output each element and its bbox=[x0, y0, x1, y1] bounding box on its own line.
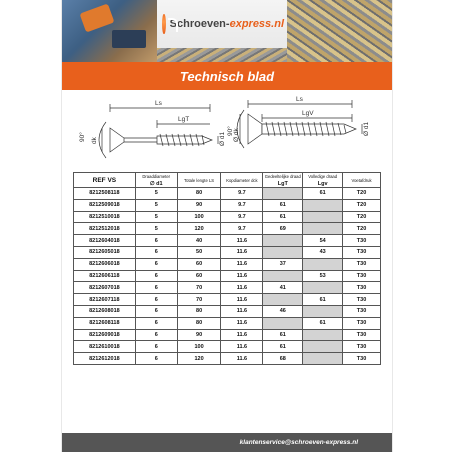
table-row bbox=[74, 341, 381, 353]
cell-ref: 8212605018 bbox=[74, 246, 136, 258]
table-row bbox=[74, 282, 381, 294]
col-header-ls: Totale lengte LS bbox=[177, 173, 221, 188]
title-banner bbox=[62, 62, 392, 90]
screws-photo-strip bbox=[157, 48, 287, 62]
cell-d1: 6 bbox=[135, 235, 177, 247]
cell-ref: 8212607018 bbox=[74, 282, 136, 294]
cell-lgt: 41 bbox=[263, 282, 303, 294]
col-header-lgv: Volledige draad Lgv bbox=[303, 173, 343, 188]
cell-dk: 9.7 bbox=[221, 223, 263, 235]
cell-ref: 8212606018 bbox=[74, 258, 136, 270]
table-row bbox=[74, 329, 381, 341]
ls-label-left: Ls bbox=[155, 100, 162, 107]
ls-label-right: Ls bbox=[296, 96, 303, 103]
cell-lgt: 61 bbox=[263, 341, 303, 353]
cell-ls: 90 bbox=[177, 329, 221, 341]
cell-lgt bbox=[263, 246, 303, 258]
cell-lgt: 37 bbox=[263, 258, 303, 270]
support-email-link[interactable]: klantenservice@schroeven-express.nl bbox=[239, 439, 358, 446]
cell-d1: 5 bbox=[135, 211, 177, 223]
col-header-drive: Voetafdruk bbox=[343, 173, 381, 188]
cell-drive: T30 bbox=[343, 258, 381, 270]
d1-label-left: Ø d1 bbox=[219, 131, 226, 146]
cell-lgt bbox=[263, 317, 303, 329]
table-row bbox=[74, 188, 381, 200]
table-row bbox=[74, 199, 381, 211]
cell-d1: 6 bbox=[135, 258, 177, 270]
cell-d1: 6 bbox=[135, 341, 177, 353]
cell-dk: 9.7 bbox=[221, 188, 263, 200]
cell-ls: 100 bbox=[177, 211, 221, 223]
cell-d1: 6 bbox=[135, 270, 177, 282]
cell-dk: 11.6 bbox=[221, 246, 263, 258]
spec-table bbox=[73, 172, 381, 365]
table-row bbox=[74, 258, 381, 270]
cell-drive: T30 bbox=[343, 341, 381, 353]
cell-lgv bbox=[303, 258, 343, 270]
cell-ls: 70 bbox=[177, 294, 221, 306]
partial-thread-screw-drawing bbox=[99, 104, 218, 158]
spec-table-body bbox=[74, 188, 381, 365]
footer-bar bbox=[62, 433, 392, 452]
cell-drive: T30 bbox=[343, 246, 381, 258]
col-header-d1: Draaddiameter ∅ d1 bbox=[135, 173, 177, 188]
cell-drive: T20 bbox=[343, 211, 381, 223]
table-row bbox=[74, 223, 381, 235]
full-thread-screw-drawing bbox=[237, 100, 362, 148]
cell-ref: 8212612018 bbox=[74, 353, 136, 365]
cell-ref: 8212610018 bbox=[74, 341, 136, 353]
cell-lgv: 43 bbox=[303, 246, 343, 258]
cell-lgv: 61 bbox=[303, 317, 343, 329]
cell-lgv bbox=[303, 282, 343, 294]
cell-d1: 6 bbox=[135, 305, 177, 317]
cell-lgt: 61 bbox=[263, 329, 303, 341]
table-row bbox=[74, 235, 381, 247]
cell-dk: 9.7 bbox=[221, 199, 263, 211]
cell-ls: 60 bbox=[177, 270, 221, 282]
cell-lgv: 53 bbox=[303, 270, 343, 282]
table-row bbox=[74, 246, 381, 258]
cell-drive: T20 bbox=[343, 188, 381, 200]
cell-drive: T30 bbox=[343, 317, 381, 329]
d1-label-right: Ø d1 bbox=[363, 121, 370, 136]
cell-d1: 6 bbox=[135, 317, 177, 329]
cell-d1: 6 bbox=[135, 282, 177, 294]
cell-ls: 80 bbox=[177, 317, 221, 329]
col-header-ref: REF VS bbox=[74, 173, 136, 188]
cell-dk: 11.6 bbox=[221, 353, 263, 365]
cell-lgt: 61 bbox=[263, 199, 303, 211]
cell-lgv bbox=[303, 341, 343, 353]
cell-dk: 11.6 bbox=[221, 282, 263, 294]
cell-dk: 11.6 bbox=[221, 305, 263, 317]
cell-lgt bbox=[263, 294, 303, 306]
cell-ls: 80 bbox=[177, 188, 221, 200]
cell-lgv bbox=[303, 211, 343, 223]
cell-lgv bbox=[303, 199, 343, 211]
cell-lgt bbox=[263, 270, 303, 282]
cell-d1: 6 bbox=[135, 246, 177, 258]
cell-ls: 100 bbox=[177, 341, 221, 353]
cell-dk: 11.6 bbox=[221, 270, 263, 282]
cell-ls: 40 bbox=[177, 235, 221, 247]
tools-photo bbox=[62, 0, 157, 62]
cell-lgt: 46 bbox=[263, 305, 303, 317]
cell-dk: 11.6 bbox=[221, 258, 263, 270]
cell-dk: 9.7 bbox=[221, 211, 263, 223]
table-row bbox=[74, 353, 381, 365]
cell-ls: 120 bbox=[177, 353, 221, 365]
cell-d1: 6 bbox=[135, 294, 177, 306]
lgv-label: LgV bbox=[302, 110, 314, 117]
cell-ls: 90 bbox=[177, 199, 221, 211]
cell-lgt bbox=[263, 188, 303, 200]
cell-ref: 8212509018 bbox=[74, 199, 136, 211]
table-row bbox=[74, 270, 381, 282]
angle-label-right: 90° bbox=[227, 126, 234, 136]
cell-d1: 5 bbox=[135, 199, 177, 211]
brand-logo[interactable] bbox=[162, 10, 284, 38]
cell-ls: 50 bbox=[177, 246, 221, 258]
cell-ref: 8212606118 bbox=[74, 270, 136, 282]
cell-ls: 120 bbox=[177, 223, 221, 235]
cell-lgv: 61 bbox=[303, 188, 343, 200]
cell-drive: T30 bbox=[343, 282, 381, 294]
cell-lgv bbox=[303, 223, 343, 235]
cell-ref: 8212508118 bbox=[74, 188, 136, 200]
cell-lgv: 54 bbox=[303, 235, 343, 247]
cell-dk: 11.6 bbox=[221, 329, 263, 341]
cell-ls: 60 bbox=[177, 258, 221, 270]
technical-sheet-page bbox=[62, 0, 392, 452]
cell-drive: T30 bbox=[343, 270, 381, 282]
cell-lgv bbox=[303, 353, 343, 365]
cell-drive: T30 bbox=[343, 353, 381, 365]
screw-drawings bbox=[62, 90, 392, 170]
dk-label-right: Ø dk bbox=[233, 128, 240, 142]
cell-lgv bbox=[303, 305, 343, 317]
cell-ref: 8212604018 bbox=[74, 235, 136, 247]
logo-text: Schroeven-express.nl bbox=[169, 18, 284, 30]
cell-lgv bbox=[303, 329, 343, 341]
col-header-dk: Kopdiameter dck bbox=[221, 173, 263, 188]
cell-ref: 8212512018 bbox=[74, 223, 136, 235]
logo-icon bbox=[162, 14, 166, 34]
cell-drive: T20 bbox=[343, 199, 381, 211]
cell-drive: T30 bbox=[343, 235, 381, 247]
table-row bbox=[74, 317, 381, 329]
cell-ls: 80 bbox=[177, 305, 221, 317]
cell-lgv: 61 bbox=[303, 294, 343, 306]
table-row bbox=[74, 305, 381, 317]
lgt-label: LgT bbox=[178, 116, 190, 123]
cell-d1: 6 bbox=[135, 353, 177, 365]
cell-d1: 6 bbox=[135, 329, 177, 341]
angle-label-left: 90° bbox=[79, 132, 86, 142]
cell-lgt: 61 bbox=[263, 211, 303, 223]
cell-ref: 8212510018 bbox=[74, 211, 136, 223]
header-photo-banner bbox=[62, 0, 392, 62]
cell-lgt bbox=[263, 235, 303, 247]
cell-ref: 8212609018 bbox=[74, 329, 136, 341]
table-header-row bbox=[74, 173, 381, 188]
screws-photo bbox=[287, 0, 392, 62]
cell-lgt: 68 bbox=[263, 353, 303, 365]
cell-dk: 11.6 bbox=[221, 341, 263, 353]
cell-dk: 11.6 bbox=[221, 317, 263, 329]
cell-d1: 5 bbox=[135, 223, 177, 235]
cell-dk: 11.6 bbox=[221, 294, 263, 306]
screw-diagram bbox=[62, 90, 392, 170]
col-header-lgt: Gedeeltelijke draad LgT bbox=[264, 173, 301, 187]
cell-drive: T30 bbox=[343, 329, 381, 341]
cell-ref: 8212608018 bbox=[74, 305, 136, 317]
cell-ref: 8212608118 bbox=[74, 317, 136, 329]
table-row bbox=[74, 294, 381, 306]
cell-drive: T30 bbox=[343, 294, 381, 306]
cell-lgt: 69 bbox=[263, 223, 303, 235]
cell-ls: 70 bbox=[177, 282, 221, 294]
cell-drive: T20 bbox=[343, 223, 381, 235]
cell-d1: 5 bbox=[135, 188, 177, 200]
table-row bbox=[74, 211, 381, 223]
cell-dk: 11.6 bbox=[221, 235, 263, 247]
cell-ref: 8212607118 bbox=[74, 294, 136, 306]
cell-drive: T30 bbox=[343, 305, 381, 317]
dk-label-left: dk bbox=[91, 137, 98, 144]
page-title: Technisch blad bbox=[179, 68, 275, 84]
